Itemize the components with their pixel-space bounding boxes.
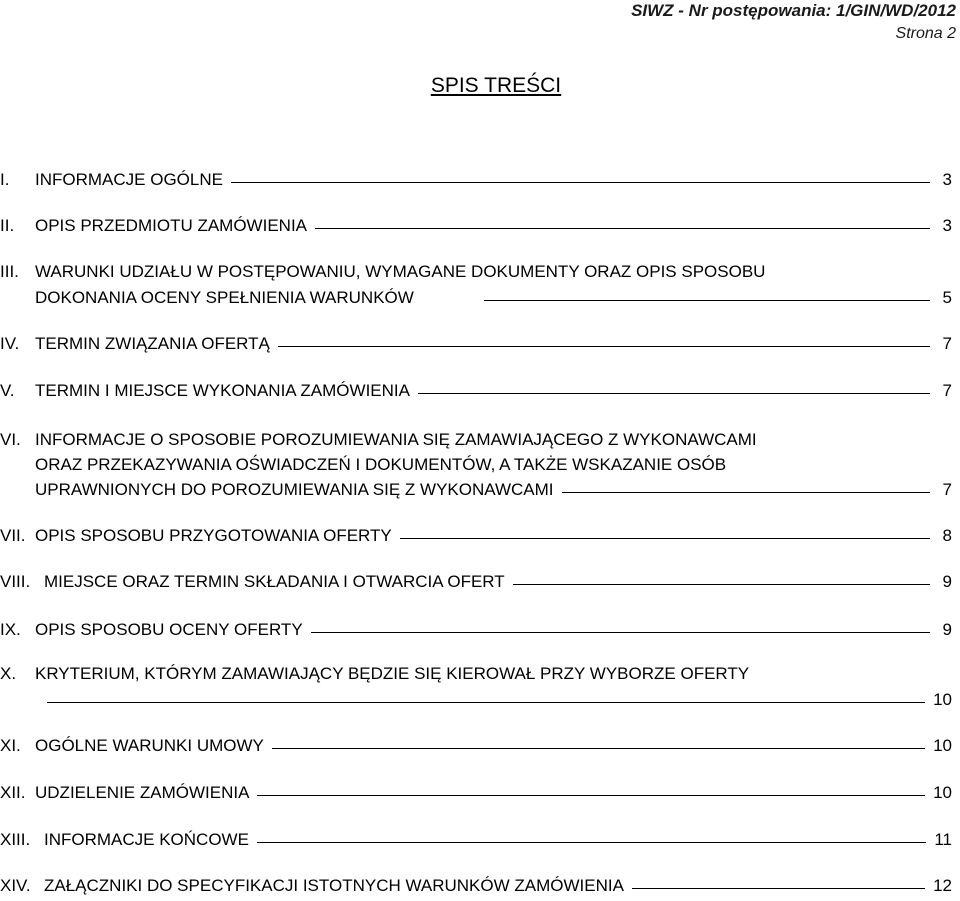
toc-entry-title-line: KRYTERIUM, KTÓRYM ZAMAWIAJĄCY BĘDZIE SIĘ KIEROWAŁ PRZY WYBORZE OFERTY [35, 664, 750, 683]
toc-leader-line [231, 182, 930, 183]
toc-entry-page: 3 [942, 170, 952, 189]
toc-entry-page: 10 [933, 783, 952, 802]
toc-leader-line [513, 584, 930, 585]
toc-entry-number: XI. [0, 736, 21, 755]
toc-entry-6-line1 [0, 428, 952, 452]
document-reference: SIWZ - Nr postępowania: 1/GIN/WD/2012 [631, 1, 956, 20]
document-header [631, 0, 956, 46]
toc-entry-title: UPRAWNIONYCH DO POROZUMIEWANIA SIĘ Z WYKONAWCAMI [35, 480, 554, 499]
toc-entry-10-line1 [0, 662, 952, 686]
toc-leader-line [47, 702, 925, 703]
toc-entry-number: II. [0, 216, 15, 235]
toc-entry-9 [0, 618, 952, 642]
toc-entry-number: XIII. [0, 830, 31, 849]
toc-entry-10 [0, 688, 952, 712]
toc-leader-line [257, 842, 926, 843]
toc-entry-5 [0, 379, 952, 403]
toc-leader-line [257, 795, 925, 796]
toc-leader-line [418, 393, 930, 394]
toc-entry-11 [0, 734, 952, 758]
toc-entry-1 [0, 168, 952, 192]
toc-entry-title-line: INFORMACJE O SPOSOBIE POROZUMIEWANIA SIĘ ZAMAWIAJĄCEGO Z WYKONAWCAMI [35, 430, 757, 449]
toc-entry-page: 8 [942, 526, 952, 545]
toc-entry-3-line1 [0, 260, 952, 284]
toc-entry-6-line2 [0, 453, 952, 477]
toc-entry-title: INFORMACJE KOŃCOWE [44, 830, 249, 849]
toc-entry-page: 7 [942, 381, 952, 400]
toc-leader-line [562, 492, 930, 493]
toc-entry-6 [0, 478, 952, 502]
toc-entry-title: TERMIN ZWIĄZANIA OFERTĄ [35, 334, 270, 353]
toc-entry-page: 3 [942, 216, 952, 235]
toc-entry-13 [0, 828, 952, 852]
toc-entry-page: 9 [942, 572, 952, 591]
toc-entry-page: 5 [942, 288, 952, 307]
toc-entry-title: ZAŁĄCZNIKI DO SPECYFIKACJI ISTOTNYCH WARUNKÓW ZAMÓWIENIA [44, 876, 624, 895]
toc-entry-number: I. [0, 170, 10, 189]
toc-entry-page: 7 [942, 480, 952, 499]
toc-entry-number: X. [0, 664, 17, 683]
toc-entry-number: IX. [0, 620, 21, 639]
toc-leader-line [272, 748, 925, 749]
toc-entry-number: IV. [0, 334, 20, 353]
toc-entry-7 [0, 524, 952, 548]
toc-entry-title-line: ORAZ PRZEKAZYWANIA OŚWIADCZEŃ I DOKUMENTÓW, A TAKŻE WSKAZANIE OSÓB [35, 455, 727, 474]
toc-entry-page: 10 [933, 736, 952, 755]
toc-entry-2 [0, 214, 952, 238]
toc-entry-8 [0, 570, 952, 594]
toc-leader-line [400, 538, 930, 539]
toc-entry-title: OGÓLNE WARUNKI UMOWY [35, 736, 264, 755]
page-title: SPIS TREŚCI [430, 74, 562, 97]
toc-entry-title: TERMIN I MIEJSCE WYKONANIA ZAMÓWIENIA [35, 381, 410, 400]
toc-entry-title: INFORMACJE OGÓLNE [35, 170, 223, 189]
toc-entry-title: OPIS SPOSOBU OCENY OFERTY [35, 620, 303, 639]
toc-entry-page: 7 [942, 334, 952, 353]
toc-entry-number: VII. [0, 526, 26, 545]
toc-entry-title: OPIS SPOSOBU PRZYGOTOWANIA OFERTY [35, 526, 392, 545]
toc-leader-line [632, 888, 925, 889]
toc-entry-number: VI. [0, 430, 21, 449]
toc-entry-title: DOKONANIA OCENY SPEŁNIENIA WARUNKÓW [35, 288, 414, 307]
toc-entry-page: 10 [933, 690, 952, 709]
toc-entry-3 [0, 286, 952, 310]
toc-entry-page: 11 [934, 830, 952, 849]
toc-entry-title: OPIS PRZEDMIOTU ZAMÓWIENIA [35, 216, 308, 235]
toc-entry-number: VIII. [0, 572, 31, 591]
toc-leader-line [315, 228, 930, 229]
toc-entry-number: III. [0, 262, 19, 281]
toc-entry-number: XII. [0, 783, 26, 802]
toc-leader-line [484, 300, 930, 301]
toc-entry-12 [0, 781, 952, 805]
toc-entry-page: 9 [942, 620, 952, 639]
page-number: Strona 2 [895, 25, 956, 42]
toc-entry-title: UDZIELENIE ZAMÓWIENIA [35, 783, 250, 802]
toc-entry-title-line: WARUNKI UDZIAŁU W POSTĘPOWANIU, WYMAGANE DOKUMENTY ORAZ OPIS SPOSOBU [35, 262, 766, 281]
toc-leader-line [278, 346, 930, 347]
toc-entry-title: MIEJSCE ORAZ TERMIN SKŁADANIA I OTWARCIA OFERT [44, 572, 505, 591]
toc-entry-page: 12 [933, 876, 952, 895]
toc-entry-number: XIV. [0, 876, 31, 895]
toc-entry-number: V. [0, 381, 15, 400]
toc-entry-14 [0, 874, 952, 898]
toc-leader-line [311, 632, 930, 633]
toc-entry-4 [0, 332, 952, 356]
